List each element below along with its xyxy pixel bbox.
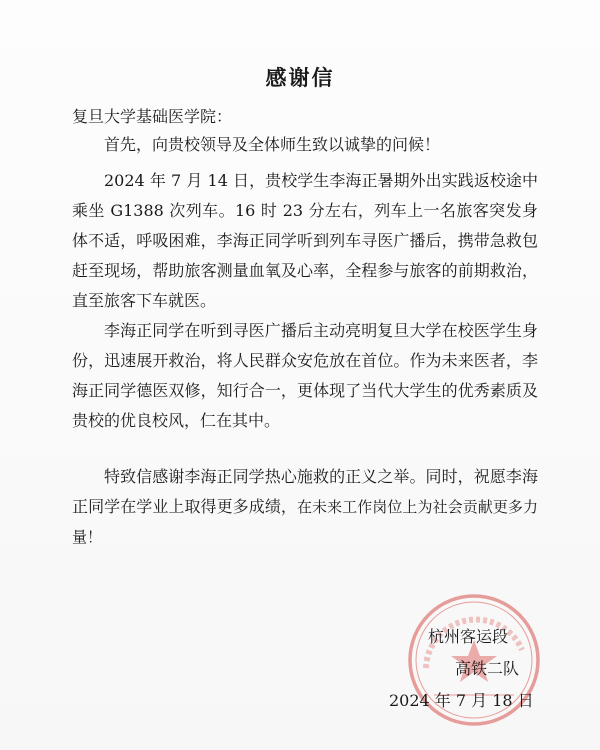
- paragraph-incident: [72, 166, 538, 316]
- signature-org-line2: 高铁二队: [455, 659, 520, 678]
- paragraph-text: 首先，向贵校领导及全体师生致以诚挚的问候！: [104, 135, 441, 154]
- paragraph-text: [72, 462, 538, 552]
- paragraph-text-part1: 特致信感谢李海正同学热心施救的正义之举。同时，祝愿李海正同学在学业上取得更多成绩，: [72, 467, 538, 516]
- paragraph-text: 李海正同学在听到寻医广播后主动亮明复旦大学在校医学生身份，迅速展开救治，将人民群众安危放在首位。作为未来医者，李海正同学德医双修，知行合一，更体现了当代大学生的优秀素质及贵校的优良校风，仁在其中。: [72, 321, 538, 430]
- signature-org-line1: 杭州客运段: [428, 627, 509, 646]
- paragraph-praise: [72, 316, 538, 436]
- letter-title: 感谢信: [265, 65, 335, 90]
- paragraph-thanks: [72, 462, 538, 552]
- paragraph-text-part2: 在未来工作岗位上为社会贡献更多力量！: [72, 498, 538, 546]
- paragraph-text: 2024 年 7 月 14 日，贵校学生李海正暑期外出实践返校途中乘坐 G1388 次列车。16 时 23 分左右，列车上一名旅客突发身体不适，呼吸困难，李海正同学听到列车寻医广播后，携带急救包赶至现场，帮助旅客测量血氧及心率，全程参与旅客的前期救治，直至旅客下车就医。: [72, 171, 538, 310]
- letter-salutation: 复旦大学基础医学院：: [72, 107, 233, 126]
- paragraph-greeting: [72, 130, 538, 160]
- signature-date: 2024 年 7 月 18 日: [389, 691, 534, 710]
